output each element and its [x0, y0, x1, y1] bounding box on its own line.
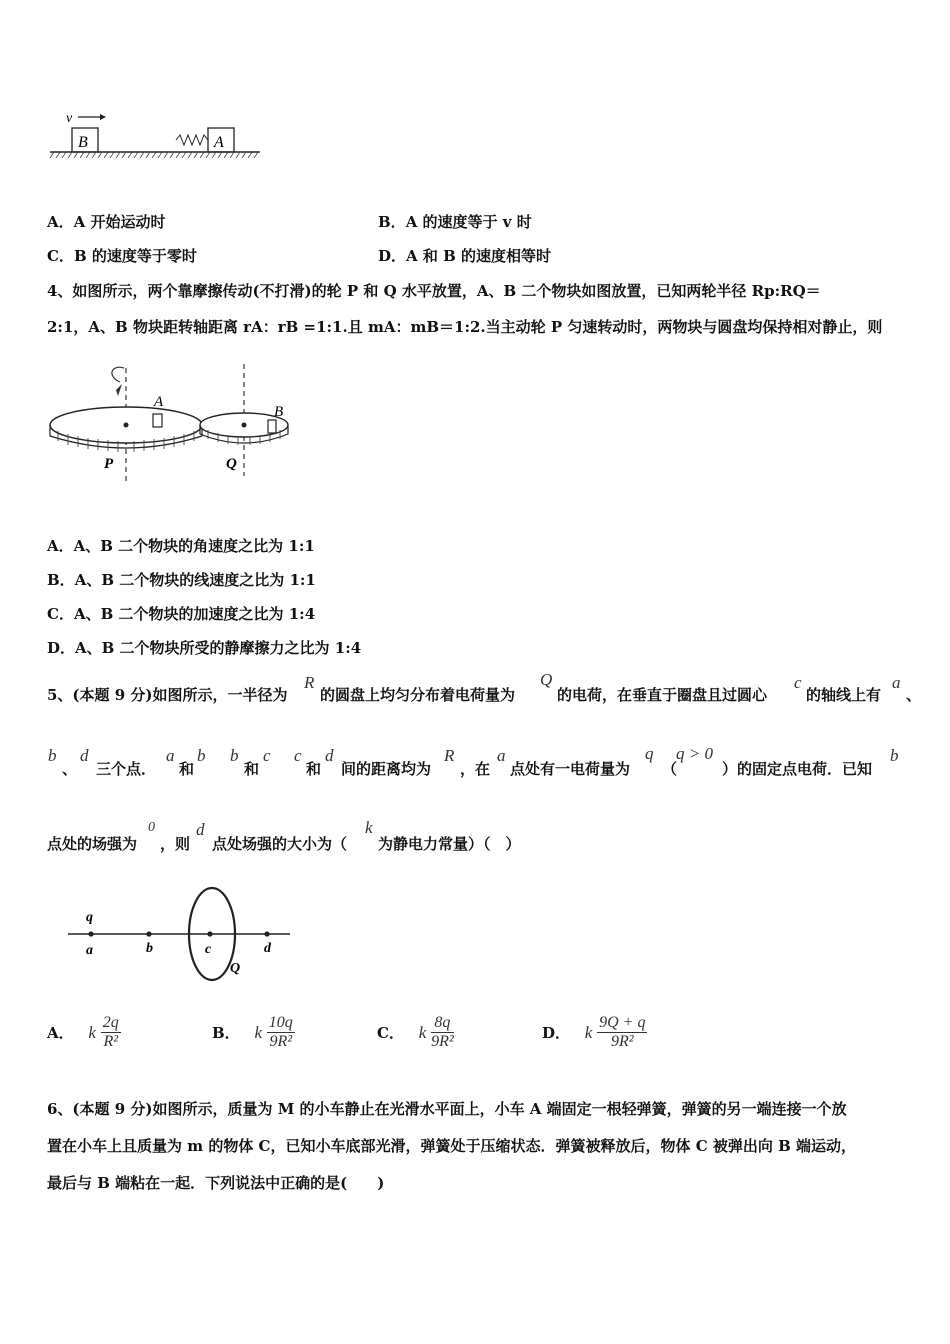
svg-text:c: c: [205, 942, 212, 957]
svg-text:B: B: [274, 404, 284, 420]
q5-line3-part1: 点处的场强为: [47, 835, 138, 853]
q5-option-b: B． k $\frac{10q}{\text{9R²}}$: [212, 1014, 293, 1050]
q5-sym-c2: c: [263, 746, 271, 765]
q4-option-a: A．A、B 二个物块的角速度之比为 1:1: [47, 537, 315, 555]
q6-line-2: 置在小车上且质量为 m 的物体 C，已知小车底部光滑，弹簧处于压缩状态．弹簧被释放后，物体 C 被弹出向 B 端运动，: [47, 1137, 856, 1155]
q4-option-d: D．A、B 二个物块所受的静摩擦力之比为 1:4: [47, 639, 362, 657]
q5-line1-part5: 、: [906, 686, 922, 704]
q5-line2-part8: 点处有一电荷量为: [510, 760, 631, 778]
q5-line1-part4: 的轴线上有: [806, 686, 882, 704]
q5-line3-part3: 点处场强的大小为（: [212, 835, 348, 853]
q5-line2-part4: 和: [244, 760, 260, 778]
q6-line-1: 6、(本题 9 分)如图所示，质量为 M 的小车静止在光滑水平面上，小车 A 端固定一根轻弹簧，弹簧的另一端连接一个放: [47, 1100, 847, 1118]
q6-line-3: 最后与 B 端粘在一起．下列说法中正确的是( ): [47, 1174, 385, 1192]
q5-sym-d: d: [80, 746, 89, 765]
q4-option-c: C．A、B 二个物块的加速度之比为 1:4: [47, 605, 316, 623]
q5-sym-d2: d: [325, 746, 334, 765]
q5-sym-Q: Q: [540, 670, 553, 689]
svg-text:Q: Q: [226, 456, 237, 472]
q3-option-d: D．A 和 B 的速度相等时: [378, 247, 551, 265]
q5-sym-c3: c: [294, 746, 302, 765]
q5-sym-b3: b: [230, 746, 239, 765]
q5-sym-a2: a: [166, 746, 175, 765]
spring: [176, 135, 208, 145]
q5-line2-part6: 间的距离均为: [341, 760, 432, 778]
q5-sym-a: a: [892, 673, 901, 692]
q3-option-b: B．A 的速度等于 v 时: [378, 213, 532, 231]
q5-sym-a3: a: [497, 746, 506, 765]
q5-line1-part3: 的电荷，在垂直于圈盘且过圆心: [557, 686, 768, 704]
q5-sym-q-gt-0: q > 0: [676, 744, 713, 763]
q5-line2-part9: （: [662, 760, 678, 778]
q5-sym-b2: b: [197, 746, 206, 765]
q5-sym-d3: d: [196, 820, 205, 839]
q5-sym-b4: b: [890, 746, 899, 765]
q5-line2-part3: 和: [179, 760, 195, 778]
q5-line2-part10: ）的固定点电荷．已知: [722, 760, 873, 778]
q4-line-1: 4、如图所示，两个靠摩擦传动(不打滑)的轮 P 和 Q 水平放置，A、B 二个物块如图放置，已知两轮半径 Rp:RQ＝: [47, 282, 821, 300]
svg-text:A: A: [214, 134, 224, 151]
q5-sym-b: b: [48, 746, 57, 765]
q5-sym-R2: R: [444, 746, 455, 765]
velocity-label: v: [66, 111, 73, 126]
q5-sym-c: c: [794, 673, 802, 692]
q5-line2-part1: 、: [62, 760, 78, 778]
q5-line1-part1: 5、(本题 9 分)如图所示，一半径为: [47, 686, 288, 704]
q5-line2-part5: 和: [306, 760, 322, 778]
svg-text:Q: Q: [230, 961, 241, 976]
q5-line1-part2: 的圆盘上均匀分布着电荷量为: [320, 686, 516, 704]
figure-charged-ring: [68, 880, 298, 990]
q5-line2-part7: ，在: [460, 760, 491, 778]
q5-line3-part2: ，则: [160, 835, 191, 853]
svg-text:b: b: [146, 941, 153, 956]
svg-text:P: P: [104, 456, 114, 472]
q5-line2-part2: 三个点．: [96, 760, 157, 778]
q3-option-c: C．B 的速度等于零时: [47, 247, 197, 265]
q3-option-a: A．A 开始运动时: [47, 213, 166, 231]
figure-blocks-spring: [48, 108, 268, 168]
q4-option-b: B．A、B 二个物块的线速度之比为 1:1: [47, 571, 316, 589]
q5-sym-zero: 0: [148, 820, 155, 835]
svg-text:d: d: [264, 941, 271, 956]
svg-text:A: A: [154, 394, 164, 410]
svg-text:q: q: [86, 910, 93, 925]
q5-sym-R: R: [304, 673, 315, 692]
q5-sym-q: q: [645, 744, 654, 763]
q5-sym-k: k: [365, 818, 373, 837]
figure-friction-wheels: [46, 360, 306, 490]
q5-option-a: A． k $\frac{2q}{\text{R²}}$: [47, 1014, 119, 1050]
q5-line3-part4: 为静电力常量）（ ）: [378, 835, 521, 853]
q5-option-c: C． k $\frac{8q}{\text{9R²}}$: [377, 1014, 454, 1050]
q5-option-d: D． k $\frac{9Q + q}{\text{9R²}}$: [542, 1014, 646, 1050]
q4-line-2: 2:1，A、B 物块距转轴距离 rA：rB =1:1.且 mA：mB＝1:2.当主动轮 P 匀速转动时，两物块与圆盘均保持相对静止，则: [47, 318, 883, 336]
svg-text:B: B: [78, 134, 88, 151]
svg-text:a: a: [86, 943, 93, 958]
